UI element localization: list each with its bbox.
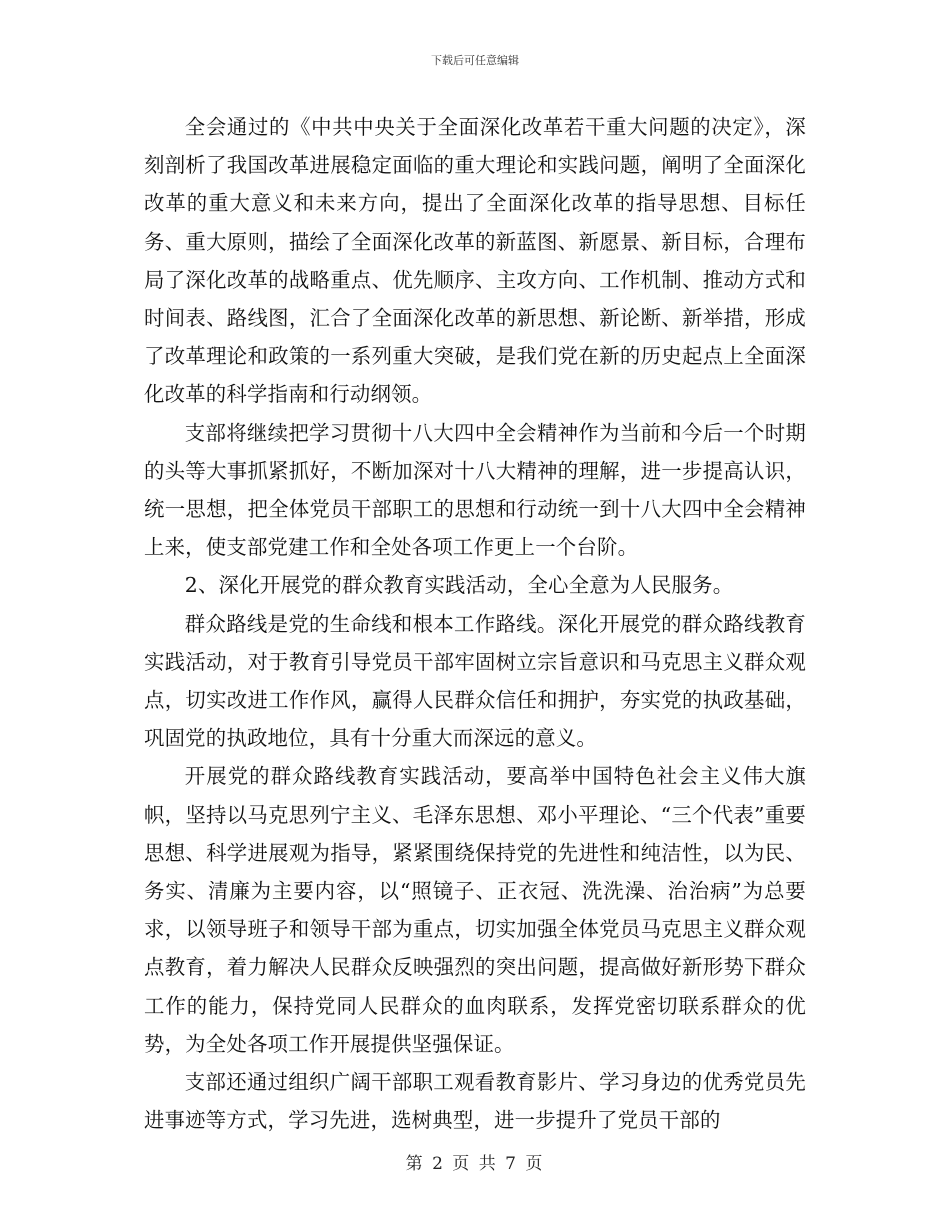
paragraph: 支部还通过组织广阔干部职工观看教育影片、学习身边的优秀党员先进事迹等方式，学习先进，选树典型，进一步提升了党员干部的 xyxy=(144,1070,806,1133)
paragraph: 开展党的群众路线教育实践活动，要高举中国特色社会主义伟大旗帜，坚持以马克思列宁主义、毛泽东思想、邓小平理论、“三个代表”重要思想、科学进展观为指导，紧紧围绕保持党的先进性和纯洁性，以为民、务实、清廉为主要内容，以“照镜子、正衣冠、洗洗澡、治治病”为总要求，以领导班子和领导干部为重点，切实加强全体党员马克思主义群众观点教育，着力解决人民群众反映强烈的突出问题，提高做好新形势下群众工作的能力，保持党同人民群众的血肉联系，发挥党密切联系群众的优势，为全处各项工作开展提供坚强保证。 xyxy=(144,764,806,1056)
document-body xyxy=(144,108,806,1139)
paragraph: 支部将继续把学习贯彻十八大四中全会精神作为当前和今后一个时期的头等大事抓紧抓好，不断加深对十八大精神的理解，进一步提高认识，统一思想，把全体党员干部职工的思想和行动统一到十八大四中全会精神上来，使支部党建工作和全处各项工作更上一个台阶。 xyxy=(144,420,806,560)
paragraph: 全会通过的《中共中央关于全面深化改革若干重大问题的决定》，深刻剖析了我国改革进展稳定面临的重大理论和实践问题，阐明了全面深化改革的重大意义和未来方向，提出了全面深化改革的指导思想、目标任务、重大原则，描绘了全面深化改革的新蓝图、新愿景、新目标，合理布局了深化改革的战略重点、优先顺序、主攻方向、工作机制、推动方式和时间表、路线图，汇合了全面深化改革的新思想、新论断、新举措，形成了改革理论和政策的一系列重大突破，是我们党在新的历史起点上全面深化改革的科学指南和行动纲领。 xyxy=(144,115,806,407)
page-header: 下载后可任意编辑 xyxy=(431,54,519,67)
page-number-footer: 第 2 页 共 7 页 xyxy=(405,1154,545,1174)
paragraph: 群众路线是党的生命线和根本工作路线。深化开展党的群众路线教育实践活动，对于教育引导党员干部牢固树立宗旨意识和马克思主义群众观点，切实改进工作作风，赢得人民群众信任和拥护，夯实党的执政基础，巩固党的执政地位，具有十分重大而深远的意义。 xyxy=(144,611,806,751)
section-heading: 2、深化开展党的群众教育实践活动，全心全意为人民服务。 xyxy=(184,573,734,598)
